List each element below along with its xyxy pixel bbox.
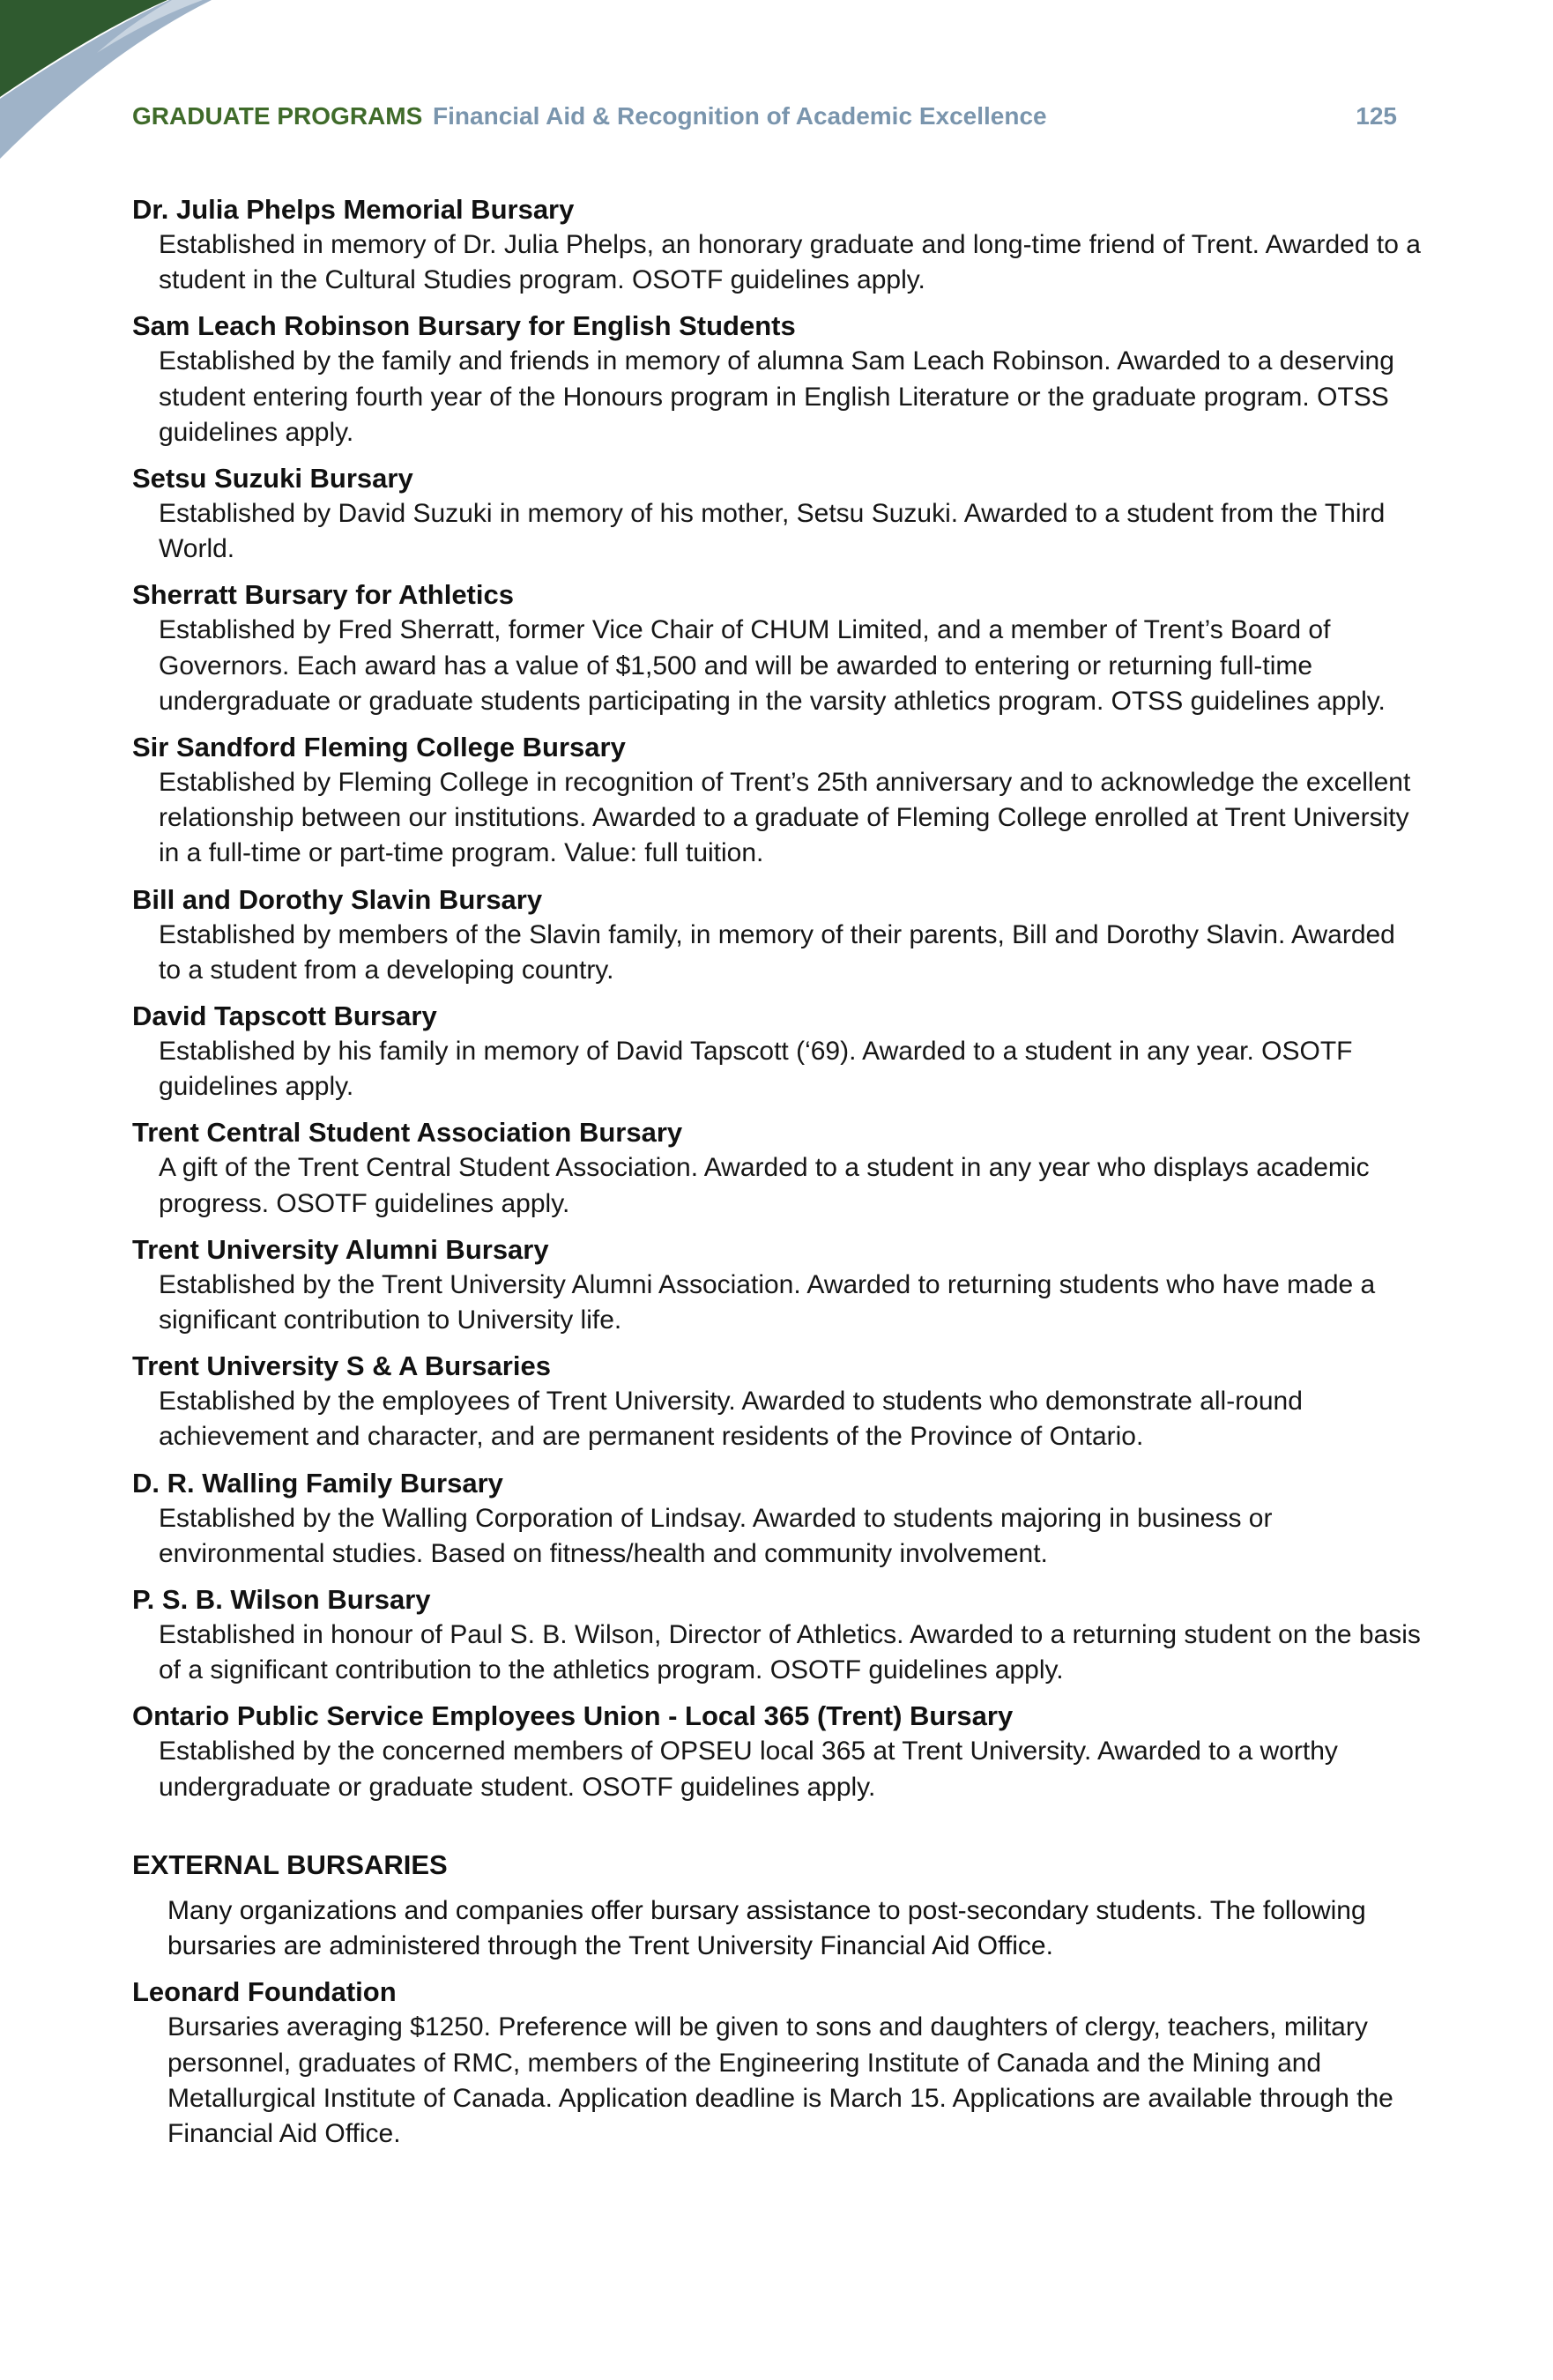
bursary-title: David Tapscott Bursary	[132, 1000, 437, 1032]
bursary-description: Bursaries averaging $1250. Preference will be given to sons and daughters of clergy, teachers, military personnel, graduates of RMC, members of the Engineering Institute of Canada and the Mining and Metallurgical Institute of Canada. Application deadline is March 15. Applications are available through the Financial Aid Office.	[167, 2012, 1393, 2148]
bursary-description: Established by members of the Slavin family, in memory of their parents, Bill and Dorothy Slavin. Awarded to a student from a developing country.	[159, 919, 1395, 985]
bursary-title: Ontario Public Service Employees Union - Local 365 (Trent) Bursary	[132, 1700, 1014, 1732]
bursary-entry	[132, 1115, 1421, 1221]
bursary-entry	[132, 882, 1421, 988]
bursary-description: Established in honour of Paul S. B. Wilson, Director of Athletics. Awarded to a returning student on the basis of a significant contribution to the athletics program. OSOTF guidelines apply.	[159, 1620, 1421, 1685]
bursary-description: Established by Fleming College in recognition of Trent’s 25th anniversary and to acknowledge the excellent relationship between our institutions. Awarded to a graduate of Fleming College enrolled at Trent University in a full-time or part-time program. Value: full tuition.	[159, 768, 1411, 868]
bursary-entry	[132, 730, 1421, 872]
header-title: Financial Aid & Recognition of Academic Excellence	[433, 102, 1047, 130]
external-bursaries-intro: Many organizations and companies offer bursary assistance to post-secondary students. The following bursaries are administered through the Trent University Financial Aid Office.	[167, 1895, 1366, 1961]
bursary-title: Dr. Julia Phelps Memorial Bursary	[132, 194, 575, 225]
bursary-description: Established by the employees of Trent University. Awarded to students who demonstrate all-round achievement and character, and are permanent residents of the Province of Ontario.	[159, 1387, 1303, 1452]
bursary-entry	[132, 1975, 1421, 2152]
running-head	[132, 99, 1397, 134]
header-section: GRADUATE PROGRAMS	[132, 102, 423, 130]
bursary-entry	[132, 1232, 1421, 1338]
bursary-description: Established by David Suzuki in memory of his mother, Setsu Suzuki. Awarded to a student from the Third World.	[159, 499, 1386, 564]
bursary-entry	[132, 192, 1421, 298]
page-content	[132, 192, 1421, 2162]
bursary-title: Sir Sandford Fleming College Bursary	[132, 732, 626, 763]
bursary-title: Setsu Suzuki Bursary	[132, 463, 413, 495]
bursary-title: Sherratt Bursary for Athletics	[132, 579, 514, 611]
bursary-title: Trent Central Student Association Bursary	[132, 1117, 683, 1149]
bursary-title: P. S. B. Wilson Bursary	[132, 1584, 431, 1616]
bursary-description: Established by the family and friends in memory of alumna Sam Leach Robinson. Awarded to a deserving student entering fourth year of the Honours program in English Literature or the graduate program. OTSS guidelines apply.	[159, 346, 1394, 447]
bursary-description: Established by the concerned members of OPSEU local 365 at Trent University. Awarded to a worthy undergraduate or graduate student. OSOTF guidelines apply.	[159, 1737, 1338, 1802]
bursary-entry	[132, 1582, 1421, 1688]
bursary-description: Established by the Walling Corporation of Lindsay. Awarded to students majoring in business or environmental studies. Based on fitness/health and community involvement.	[159, 1503, 1273, 1568]
bursary-title: Sam Leach Robinson Bursary for English Students	[132, 310, 796, 342]
bursary-description: A gift of the Trent Central Student Association. Awarded to a student in any year who displays academic progress. OSOTF guidelines apply.	[159, 1153, 1370, 1218]
bursary-entry	[132, 999, 1421, 1104]
bursary-description: Established in memory of Dr. Julia Phelps, an honorary graduate and long-time friend of Trent. Awarded to a student in the Cultural Studies program. OSOTF guidelines apply.	[159, 230, 1421, 295]
bursary-title: Trent University Alumni Bursary	[132, 1233, 549, 1265]
bursary-title: D. R. Walling Family Bursary	[132, 1467, 503, 1499]
bursary-entry	[132, 309, 1421, 450]
bursary-title: Bill and Dorothy Slavin Bursary	[132, 883, 543, 915]
bursary-entry	[132, 461, 1421, 567]
bursary-description: Established by Fred Sherratt, former Vice Chair of CHUM Limited, and a member of Trent’s Board of Governors. Each award has a value of $1,500 and will be awarded to entering or returning full-time undergraduate or graduate students participating in the varsity athletics program. OTSS guidelines apply.	[159, 615, 1386, 716]
corner-decoration	[0, 0, 264, 167]
bursary-entry	[132, 1699, 1421, 1804]
bursary-description: Established by his family in memory of David Tapscott (‘69). Awarded to a student in any year. OSOTF guidelines apply.	[159, 1037, 1353, 1102]
bursary-title: Leonard Foundation	[132, 1976, 397, 2008]
external-bursaries-heading: EXTERNAL BURSARIES	[132, 1848, 448, 1880]
bursary-entry	[132, 1466, 1421, 1572]
page-number: 125	[1356, 102, 1397, 130]
bursary-title: Trent University S & A Bursaries	[132, 1350, 551, 1382]
bursary-description: Established by the Trent University Alumni Association. Awarded to returning students who have made a significant contribution to University life.	[159, 1269, 1376, 1335]
bursary-entry	[132, 577, 1421, 719]
bursary-entry	[132, 1349, 1421, 1454]
